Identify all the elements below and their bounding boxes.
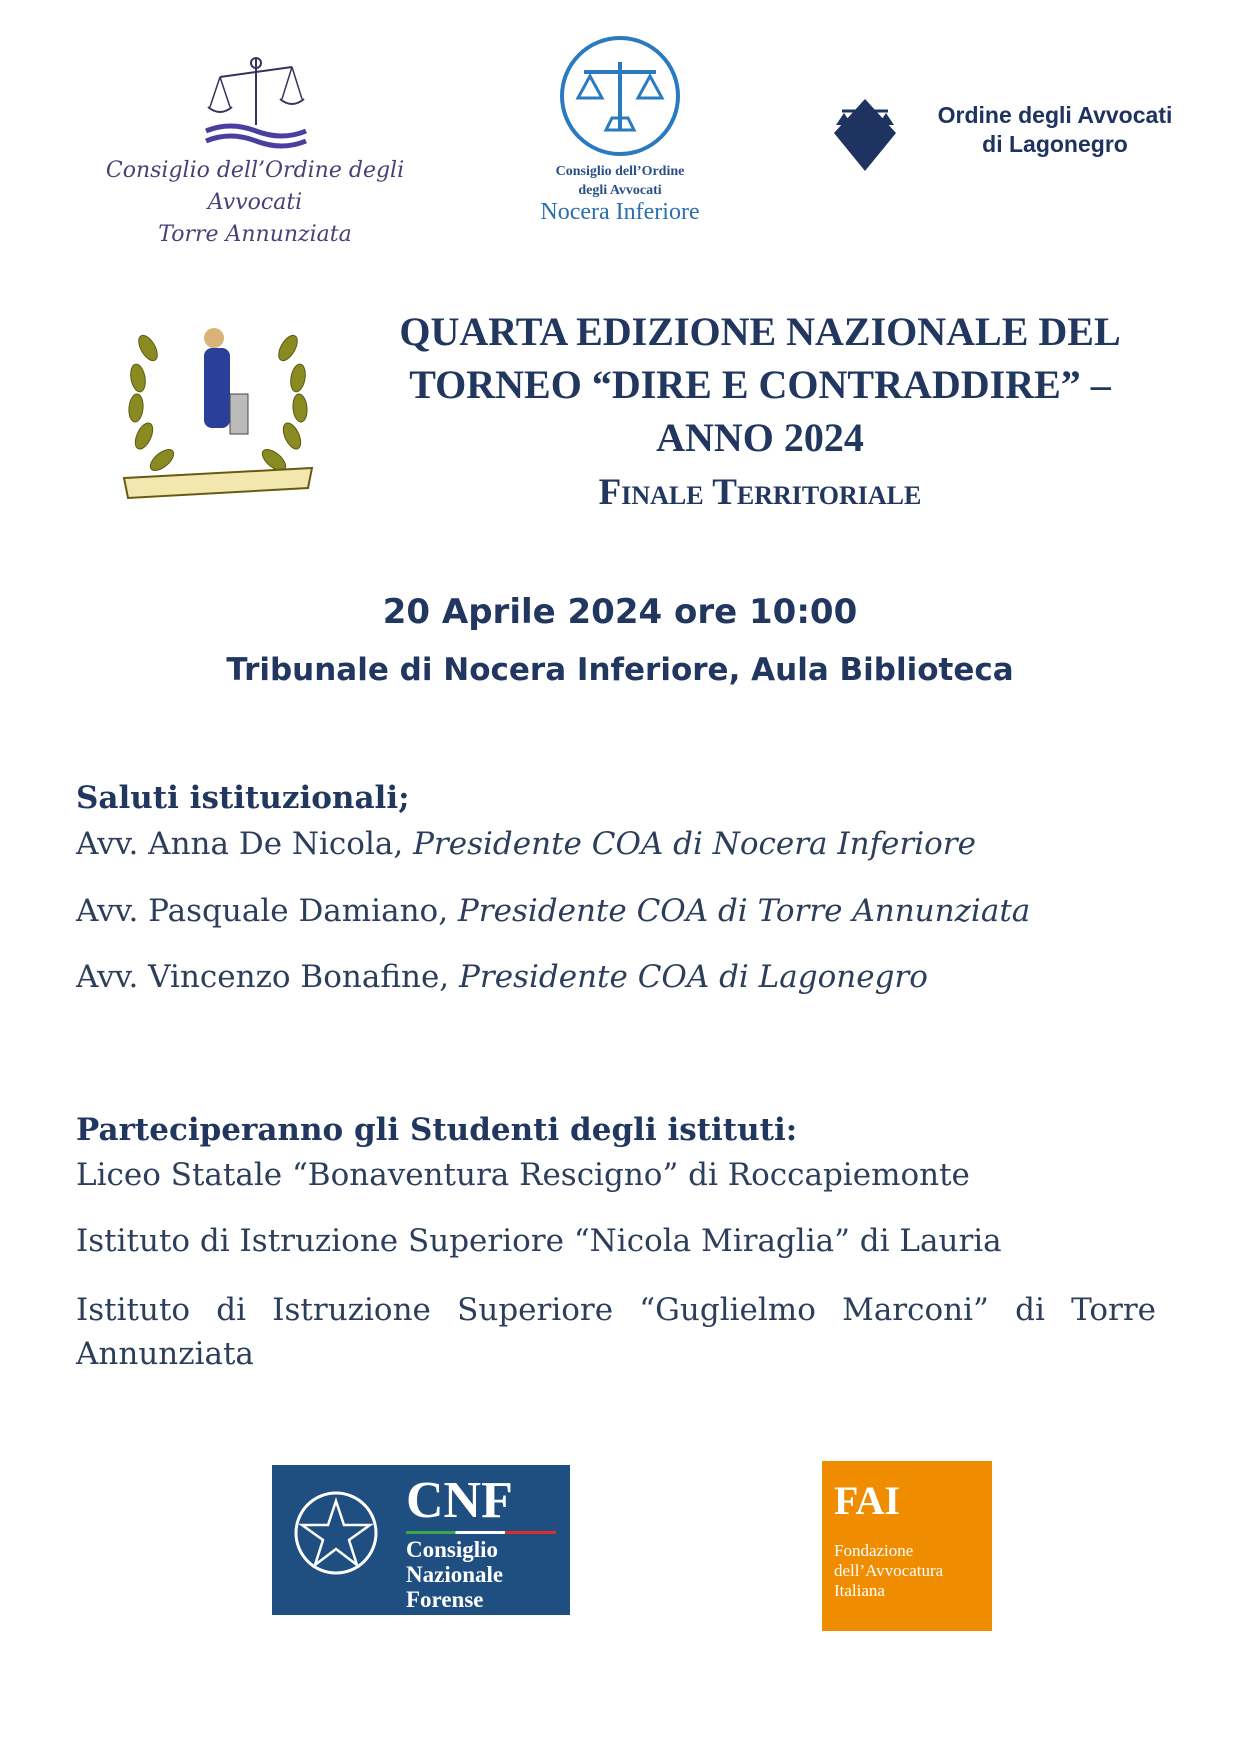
title-line: QUARTA EDIZIONE NAZIONALE DEL bbox=[399, 309, 1121, 354]
event-when-where bbox=[0, 590, 1240, 692]
event-date: 20 Aprile 2024 ore 10:00 bbox=[382, 592, 858, 632]
laurel-wreath-icon bbox=[118, 308, 318, 506]
logo-caption: degli Avvocati bbox=[578, 183, 662, 198]
event-place: Tribunale di Nocera Inferiore, Aula Biblioteca bbox=[226, 652, 1014, 688]
logo-caption: Consiglio dell’Ordine bbox=[555, 164, 685, 179]
torneo-emblem bbox=[118, 308, 318, 506]
cnf-name-line: Consiglio bbox=[406, 1537, 499, 1562]
greeting-row bbox=[76, 893, 1030, 929]
logo-coa-nocera-inferiore bbox=[490, 32, 750, 242]
speaker-name: Avv. Vincenzo Bonafine, bbox=[76, 959, 450, 995]
italian-emblem-icon bbox=[286, 1483, 386, 1583]
fai-name-line: Fondazione bbox=[834, 1541, 914, 1560]
title-line: ANNO 2024 bbox=[656, 415, 864, 460]
participant-item: Liceo Statale “Bonaventura Rescigno” di Roccapiemonte bbox=[76, 1157, 970, 1193]
event-title bbox=[320, 305, 1200, 518]
greeting-row bbox=[76, 826, 976, 862]
cnf-name-line: Forense bbox=[406, 1587, 484, 1612]
cnf-name-line: Nazionale bbox=[406, 1562, 504, 1587]
title-line: TORNEO “DIRE E CONTRADDIRE” – bbox=[409, 362, 1111, 407]
speaker-role: Presidente COA di Lagonegro bbox=[459, 959, 928, 995]
scales-diamond-icon bbox=[830, 95, 900, 175]
scales-of-justice-icon bbox=[200, 55, 310, 155]
cnf-abbr: CNF bbox=[406, 1472, 513, 1529]
participants-heading: Parteciperanno gli Studenti degli istituti: bbox=[76, 1112, 798, 1148]
cnf-name bbox=[406, 1537, 503, 1612]
speaker-name: Avv. Anna De Nicola, bbox=[76, 826, 404, 862]
logo-caption: Nocera Inferiore bbox=[540, 199, 700, 225]
fai-name-line: dell’Avvocatura bbox=[834, 1561, 944, 1580]
greeting-row bbox=[76, 959, 928, 995]
logo-coa-torre-annunziata bbox=[60, 55, 450, 247]
participant-item: Istituto di Istruzione Superiore “Nicola Miraglia” di Lauria bbox=[76, 1223, 1002, 1259]
speaker-role: Presidente COA di Nocera Inferiore bbox=[413, 826, 976, 862]
logo-ordine-lagonegro bbox=[830, 95, 1190, 175]
logo-cnf bbox=[272, 1465, 570, 1615]
participant-item: Istituto di Istruzione Superiore “Guglielmo Marconi” di Torre Annunziata bbox=[76, 1292, 1156, 1372]
logo-caption: di Lagonegro bbox=[982, 131, 1128, 157]
fai-name-line: Italiana bbox=[834, 1581, 885, 1600]
fai-name bbox=[834, 1541, 943, 1601]
logo-caption: Ordine degli Avvocati bbox=[937, 102, 1173, 128]
speaker-role: Presidente COA di Torre Annunziata bbox=[457, 893, 1031, 929]
greetings-heading: Saluti istituzionali; bbox=[76, 780, 410, 816]
fai-abbr: FAI bbox=[834, 1478, 900, 1523]
logo-caption: Consiglio dell’Ordine degli Avvocati bbox=[105, 158, 405, 215]
title-subtitle: Finale Territoriale bbox=[598, 472, 922, 513]
logo-fai bbox=[822, 1461, 992, 1631]
logo-caption: Torre Annunziata bbox=[158, 222, 352, 247]
tricolor-bar bbox=[406, 1531, 556, 1534]
scales-of-justice-icon bbox=[556, 32, 684, 160]
speaker-name: Avv. Pasquale Damiano, bbox=[76, 893, 449, 929]
